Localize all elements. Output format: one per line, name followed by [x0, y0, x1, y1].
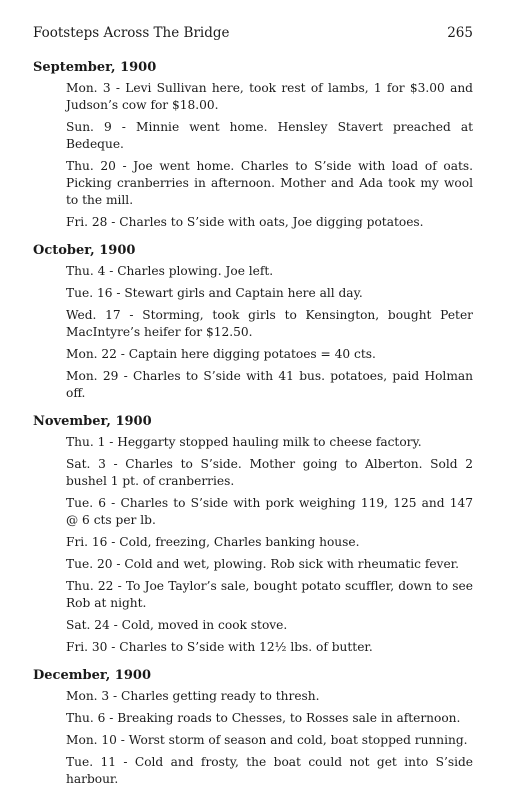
- diary-entry: Thu. 6 - Breaking roads to Chesses, to Rosses sale in afternoon.: [66, 711, 461, 725]
- diary-entry: Tue. 20 - Cold and wet, plowing. Rob sick with rheumatic fever.: [66, 557, 460, 571]
- diary-entry: Thu. 20 - Joe went home. Charles to S’side with load of oats. Picking cranberries in afternoon. Mother and Ada took my wool to the mill.: [66, 159, 473, 207]
- running-title: Footsteps Across The Bridge: [33, 25, 230, 41]
- diary-entry: Fri. 30 - Charles to S’side with 12½ lbs. of butter.: [66, 640, 373, 654]
- diary-entry: Mon. 22 - Captain here digging potatoes = 40 cts.: [66, 347, 376, 361]
- diary-entry: Mon. 3 - Charles getting ready to thresh.: [66, 689, 320, 703]
- diary-content: [33, 60, 473, 800]
- month-heading: September, 1900: [33, 60, 157, 75]
- diary-entry: Sat. 3 - Charles to S’side. Mother going to Alberton. Sold 2 bushel 1 pt. of cranberries.: [66, 457, 473, 488]
- diary-entry: Thu. 22 - To Joe Taylor’s sale, bought potato scuffler, down to see Rob at night.: [66, 579, 473, 610]
- diary-entry: Tue. 16 - Stewart girls and Captain here all day.: [66, 286, 363, 300]
- month-section: [33, 60, 473, 231]
- month-section: [33, 243, 473, 402]
- month-heading: October, 1900: [33, 243, 136, 258]
- diary-entry: Sun. 9 - Minnie went home. Hensley Stavert preached at Bedeque.: [66, 120, 473, 151]
- diary-entry: Tue. 6 - Charles to S’side with pork weighing 119, 125 and 147 @ 6 cts per lb.: [66, 496, 473, 527]
- diary-entry: Wed. 17 - Storming, took girls to Kensington, bought Peter MacIntyre’s heifer for $12.50.: [66, 308, 473, 339]
- month-heading: December, 1900: [33, 668, 151, 683]
- diary-entry: Mon. 10 - Worst storm of season and cold, boat stopped running.: [66, 733, 468, 747]
- month-heading: November, 1900: [33, 414, 152, 429]
- diary-entry: Fri. 16 - Cold, freezing, Charles banking house.: [66, 535, 360, 549]
- page-number: 265: [447, 25, 473, 41]
- running-header: [33, 25, 473, 45]
- diary-entry: Mon. 3 - Levi Sullivan here, took rest of lambs, 1 for $3.00 and Judson’s cow for $18.00.: [66, 81, 473, 112]
- diary-entry: Tue. 11 - Cold and frosty, the boat could not get into S’side harbour.: [66, 755, 473, 786]
- month-section: [33, 668, 473, 788]
- diary-entry: Thu. 1 - Heggarty stopped hauling milk to cheese factory.: [66, 435, 422, 449]
- diary-entry: Mon. 29 - Charles to S’side with 41 bus. potatoes, paid Holman off.: [66, 369, 473, 400]
- diary-entry: Fri. 28 - Charles to S’side with oats, Joe digging potatoes.: [66, 215, 424, 229]
- diary-entry: Sat. 24 - Cold, moved in cook stove.: [66, 618, 288, 632]
- diary-entry: Thu. 4 - Charles plowing. Joe left.: [66, 264, 274, 278]
- month-section: [33, 414, 473, 656]
